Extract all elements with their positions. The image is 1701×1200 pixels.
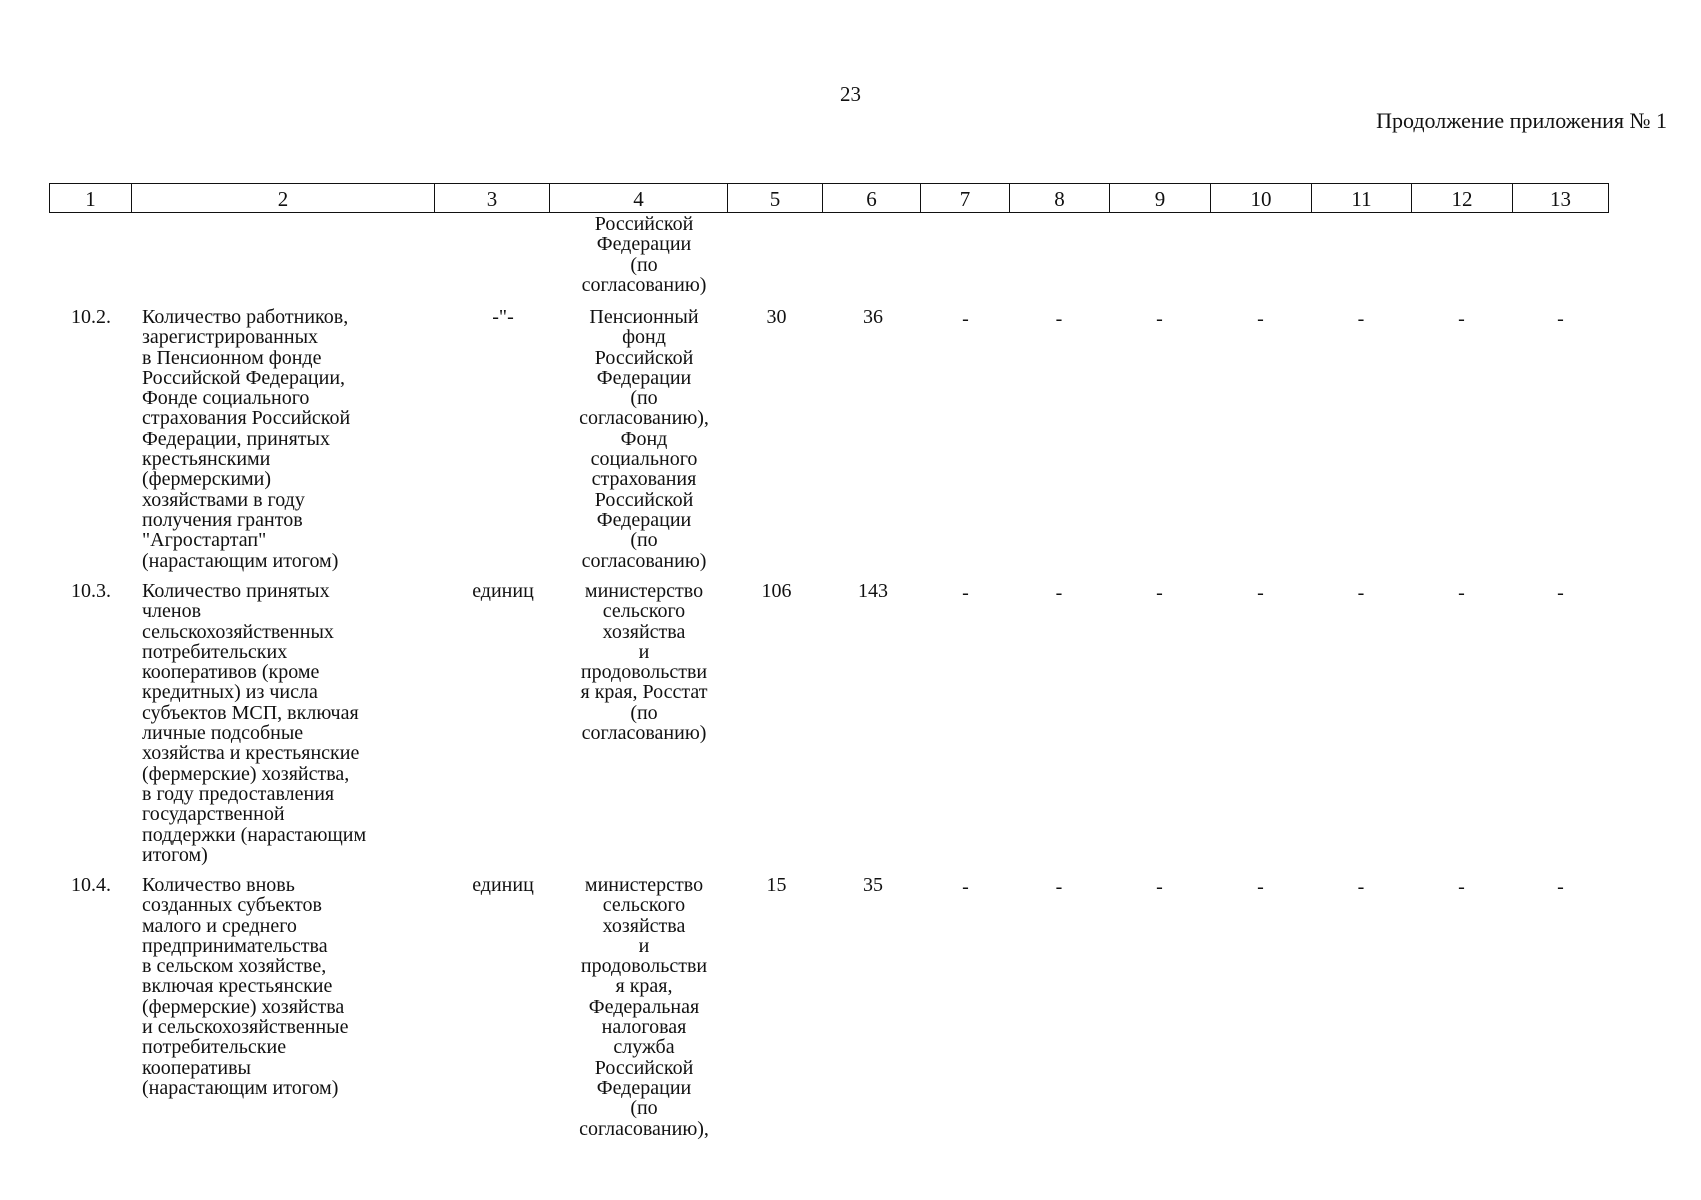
text-line: Российской <box>594 213 694 235</box>
text-line: включая крестьянские <box>142 975 333 998</box>
text-line: кооперативы <box>142 1056 251 1079</box>
text-line: министерство <box>584 874 704 896</box>
indicator-name <box>142 581 432 865</box>
value-col-6: 36 <box>863 306 883 328</box>
text-line: и <box>638 934 650 957</box>
text-line: (нарастающим итогом) <box>142 1076 339 1099</box>
text-line: и <box>638 640 650 663</box>
text-line: (по <box>630 387 658 410</box>
text-line: Федерации <box>596 508 692 531</box>
value-col-11: - <box>1357 582 1365 604</box>
text-line: Пенсионный <box>589 306 699 328</box>
value-col-6: 143 <box>858 580 888 602</box>
text-line: зарегистрированных <box>142 326 319 349</box>
data-source <box>555 307 733 571</box>
text-line: в Пенсионном фонде <box>142 346 322 369</box>
indicator-name <box>142 875 432 1098</box>
text-line: Российской <box>594 488 694 511</box>
header-col-12: 12 <box>1411 183 1512 213</box>
text-line: (по <box>630 253 658 276</box>
value-col-9: - <box>1156 876 1163 898</box>
text-line: я края, <box>615 975 673 998</box>
text-line: хозяйства и крестьянские <box>142 742 360 765</box>
text-line: и сельскохозяйственные <box>142 1016 349 1039</box>
text-line: Федерации, принятых <box>142 427 330 450</box>
value-col-7: - <box>962 308 969 330</box>
text-line: потребительских <box>142 640 288 663</box>
value-col-5: 30 <box>766 306 787 328</box>
text-line: созданных субъектов <box>142 894 322 917</box>
text-line: согласованию) <box>581 273 707 296</box>
appendix-continuation-title: Продолжение приложения № 1 <box>1376 108 1667 133</box>
unit-of-measure: единиц <box>472 874 534 896</box>
header-col-7: 7 <box>920 183 1009 213</box>
text-line: хозяйства <box>602 620 686 643</box>
header-col-8: 8 <box>1009 183 1109 213</box>
text-line: сельского <box>602 600 686 623</box>
text-line: субъектов МСП, включая <box>142 701 359 724</box>
text-line: потребительские <box>142 1036 287 1059</box>
text-line: согласованию), <box>579 407 709 430</box>
value-col-10: - <box>1257 582 1264 604</box>
text-line: сельскохозяйственных <box>142 620 334 643</box>
text-line: Российской <box>594 346 694 369</box>
row-number: 10.3. <box>71 580 111 602</box>
text-line: хозяйства <box>602 914 686 937</box>
text-line: страхования Российской <box>142 407 351 430</box>
header-col-5: 5 <box>727 183 822 213</box>
value-col-9: - <box>1156 582 1163 604</box>
text-line: налоговая <box>601 1016 687 1039</box>
text-line: согласованию) <box>581 722 707 745</box>
text-line: служба <box>613 1036 675 1059</box>
text-line: Федеральная <box>588 995 700 1018</box>
header-col-9: 9 <box>1109 183 1210 213</box>
text-line: страхования <box>591 468 697 491</box>
text-line: продовольстви <box>580 955 708 978</box>
value-col-9: - <box>1156 308 1163 330</box>
table-header-row <box>49 183 1609 213</box>
value-col-7: - <box>962 582 969 604</box>
text-line: получения грантов <box>142 508 303 531</box>
header-col-4: 4 <box>549 183 727 213</box>
text-line: социального <box>590 448 698 471</box>
row-number: 10.4. <box>71 874 111 896</box>
unit-of-measure: -"- <box>492 306 514 328</box>
value-col-13: - <box>1557 582 1564 604</box>
indicator-name <box>142 307 432 571</box>
text-line: сельского <box>602 894 686 917</box>
text-line: Российской Федерации, <box>142 366 346 389</box>
text-line: предпринимательства <box>142 934 328 957</box>
value-col-7: - <box>962 876 969 898</box>
header-col-10: 10 <box>1210 183 1311 213</box>
header-col-3: 3 <box>434 183 549 213</box>
value-col-13: - <box>1557 308 1564 330</box>
text-line: Количество работников, <box>142 306 349 328</box>
text-line: (по <box>630 701 658 724</box>
text-line: Федерации <box>596 1076 692 1099</box>
value-col-11: - <box>1357 876 1365 898</box>
text-line: Количество вновь <box>142 874 295 896</box>
text-line: Федерации <box>596 233 692 256</box>
value-col-12: - <box>1458 876 1465 898</box>
text-line: крестьянскими <box>142 448 271 471</box>
text-line: "Агростартап" <box>142 529 267 552</box>
value-col-12: - <box>1458 308 1465 330</box>
text-line: поддержки (нарастающим <box>142 823 367 846</box>
text-line: Количество принятых <box>142 580 330 602</box>
value-col-8: - <box>1055 582 1063 604</box>
text-line: личные подсобные <box>142 722 304 745</box>
text-line: Российской <box>594 1056 694 1079</box>
value-col-11: - <box>1357 308 1365 330</box>
text-line: итогом) <box>142 843 208 866</box>
row-number: 10.2. <box>71 306 111 328</box>
text-line: министерство <box>584 580 704 602</box>
value-col-8: - <box>1055 876 1063 898</box>
value-col-5: 106 <box>761 580 792 602</box>
text-line: (по <box>630 529 658 552</box>
text-line: фонд <box>622 326 666 349</box>
text-line: в сельском хозяйстве, <box>142 955 327 978</box>
text-line: государственной <box>142 803 285 826</box>
value-col-5: 15 <box>766 874 787 896</box>
text-line: (фермерскими) <box>142 468 272 491</box>
text-line: продовольстви <box>580 661 708 684</box>
header-col-13: 13 <box>1512 183 1609 213</box>
header-col-1: 1 <box>49 183 131 213</box>
value-col-13: - <box>1557 876 1564 898</box>
header-col-11: 11 <box>1311 183 1411 213</box>
text-line: согласованию) <box>581 549 707 572</box>
text-line: (по <box>630 1097 658 1120</box>
page-number: 23 <box>840 82 861 106</box>
text-line: согласованию), <box>579 1117 709 1140</box>
text-line: членов <box>142 600 202 623</box>
text-line: (фермерские) хозяйства, <box>142 762 350 785</box>
text-line: (фермерские) хозяйства <box>142 995 345 1018</box>
text-line: кооперативов (кроме <box>142 661 320 684</box>
text-line: Фонде социального <box>142 387 310 410</box>
text-line: я края, Росстат <box>580 681 708 704</box>
text-line: Федерации <box>596 366 692 389</box>
value-col-10: - <box>1257 876 1264 898</box>
value-col-12: - <box>1458 582 1465 604</box>
text-line: Фонд <box>620 427 668 450</box>
text-line: хозяйствами в году <box>142 488 305 511</box>
text-line: в году предоставления <box>142 782 335 805</box>
text-line: кредитных) из числа <box>142 681 318 704</box>
text-line: (нарастающим итогом) <box>142 549 339 572</box>
text-line: малого и среднего <box>142 914 297 937</box>
continuation-source <box>555 214 733 295</box>
value-col-8: - <box>1055 308 1063 330</box>
value-col-10: - <box>1257 308 1264 330</box>
data-source <box>555 581 733 743</box>
data-source <box>555 875 733 1139</box>
header-col-6: 6 <box>822 183 920 213</box>
header-col-2: 2 <box>131 183 434 213</box>
value-col-6: 35 <box>863 874 883 896</box>
unit-of-measure: единиц <box>472 580 534 602</box>
